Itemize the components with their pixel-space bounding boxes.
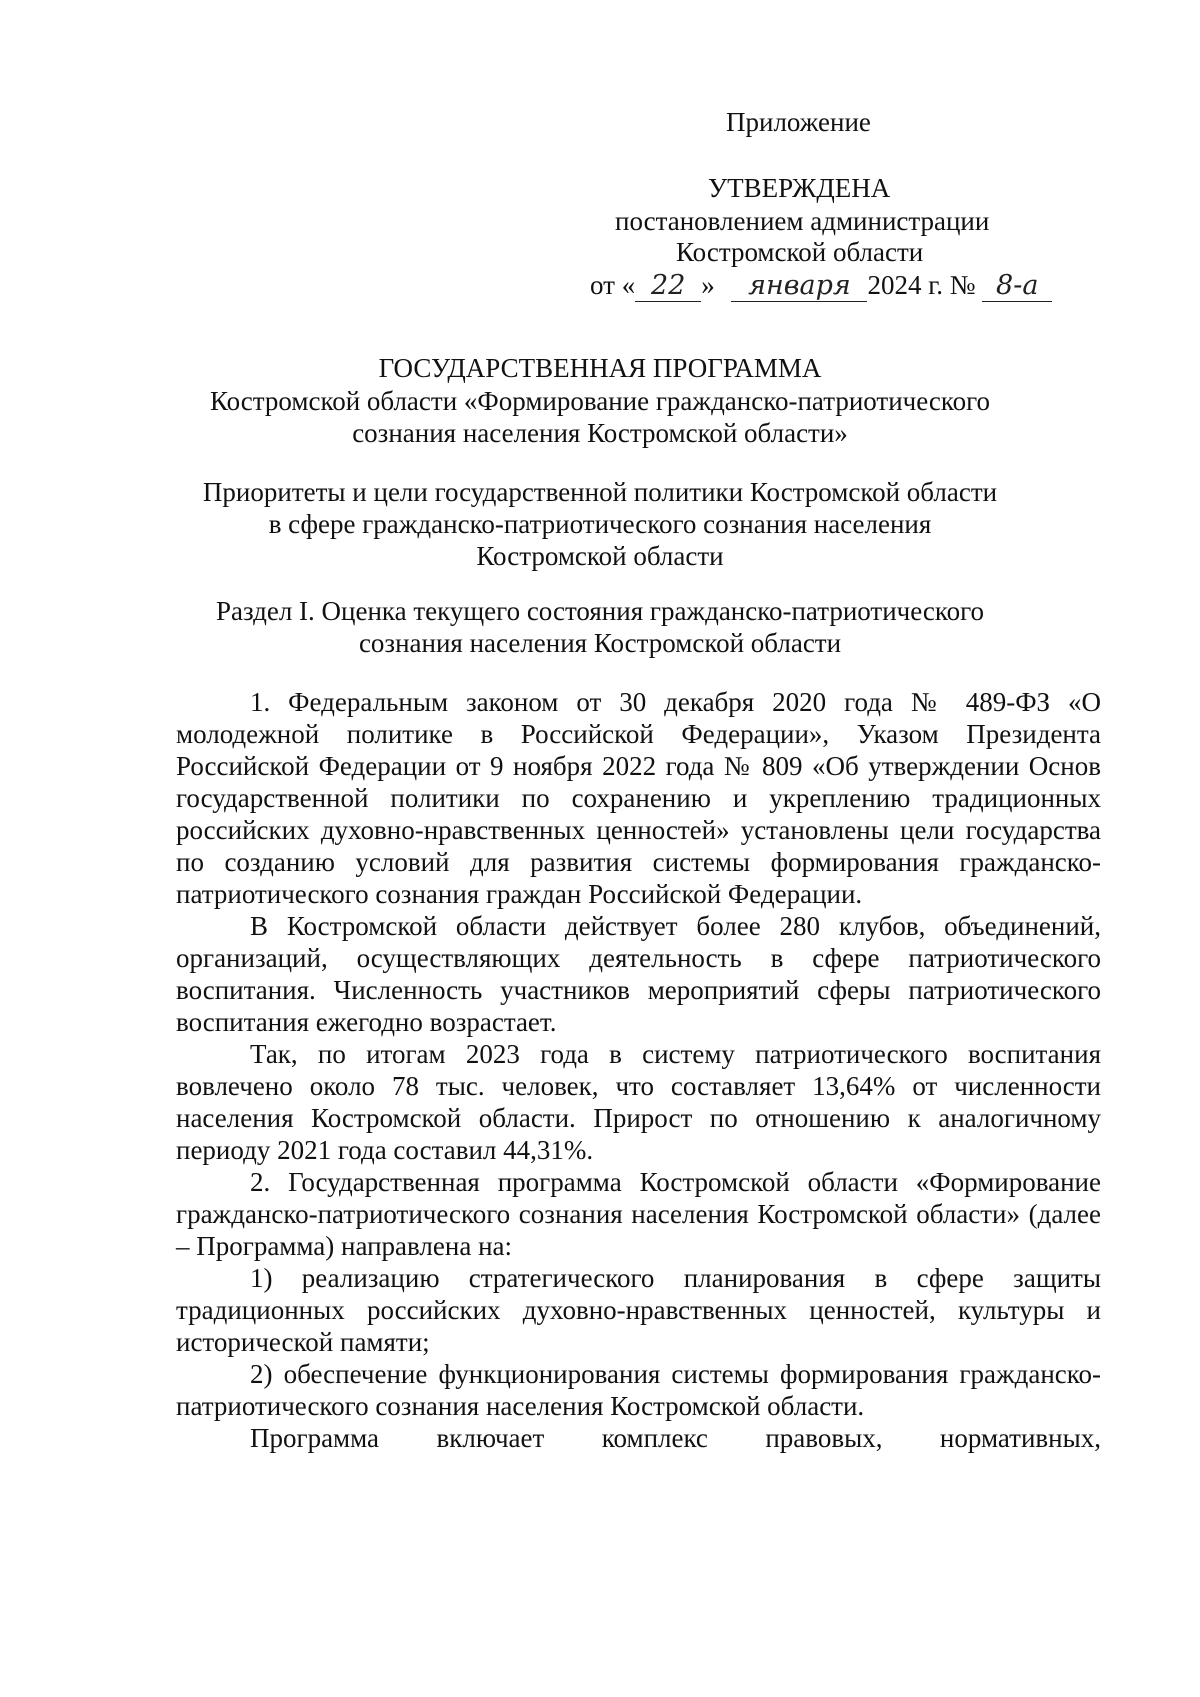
subtitle-line2: в сфере гражданско-патриотического сознания населения [268, 509, 932, 539]
body-text [176, 686, 1101, 1454]
approval-date-line [590, 269, 1052, 302]
paragraph-3: Так, по итогам 2023 года в систему патриотического воспитания вовлечено около 78 тыс. человек, что составляет 13,64% от численности населения Костромской области. Прирост по отношению к аналогичному периоду 2021 года составил 44,31%. [176, 1039, 1101, 1165]
approved-by-line2: Костромской области [676, 237, 924, 267]
subtitle-line1: Приоритеты и цели государственной политики Костромской области [202, 477, 998, 507]
date-prefix: от « [590, 270, 636, 300]
handwritten-doc-number: 8-а [982, 271, 1052, 302]
paragraph-4: 2. Государственная программа Костромской области «Формирование гражданско-патриотического сознания населения Костромской области» (далее – Программа) направлена на: [176, 1167, 1101, 1261]
program-title-line1: ГОСУДАРСТВЕННАЯ ПРОГРАММА [378, 353, 822, 383]
handwritten-day: 22 [635, 271, 701, 302]
subtitle-line3: Костромской области [476, 541, 724, 571]
approved-label: УТВЕРЖДЕНА [708, 173, 891, 203]
appendix-label: Приложение [726, 107, 871, 137]
section-heading-line2: сознания населения Костромской области [358, 628, 842, 658]
paragraph-7: Программа включает комплекс правовых, нормативных, [250, 1423, 1101, 1453]
paragraph-1: 1. Федеральным законом от 30 декабря 2020 года № 489-ФЗ «О молодежной политике в Российской Федерации», Указом Президента Российской Федерации от 9 ноября 2022 года № 809 «Об утверждении Основ государственной политики по сохранению и укреплению традиционных российских духовно-нравственных ценностей» установлены цели государства по созданию условий для развития системы формирования гражданско-патриотического сознания граждан Российской Федерации. [176, 687, 1101, 909]
paragraph-6: 2) обеспечение функционирования системы формирования гражданско-патриотического сознания населения Костромской области. [176, 1359, 1101, 1421]
paragraph-5: 1) реализацию стратегического планирования в сфере защиты традиционных российских духовно-нравственных ценностей, культуры и исторической памяти; [176, 1263, 1101, 1357]
paragraph-2: В Костромской области действует более 280 клубов, объединений, организаций, осуществляющих деятельность в сфере патриотического воспитания. Численность участников мероприятий сферы патриотического воспитания ежегодно возрастает. [176, 911, 1101, 1037]
date-year-number: 2024 г. № [867, 270, 976, 300]
program-title-line2: Костромской области «Формирование гражданско-патриотического [209, 386, 991, 416]
program-title-line3: сознания населения Костромской области» [352, 418, 848, 448]
handwritten-month: января [731, 271, 867, 302]
section-heading-line1: Раздел I. Оценка текущего состояния гражданско-патриотического [215, 596, 985, 626]
approved-by-line1: постановлением администрации [615, 206, 990, 236]
date-mid: » [701, 270, 715, 300]
